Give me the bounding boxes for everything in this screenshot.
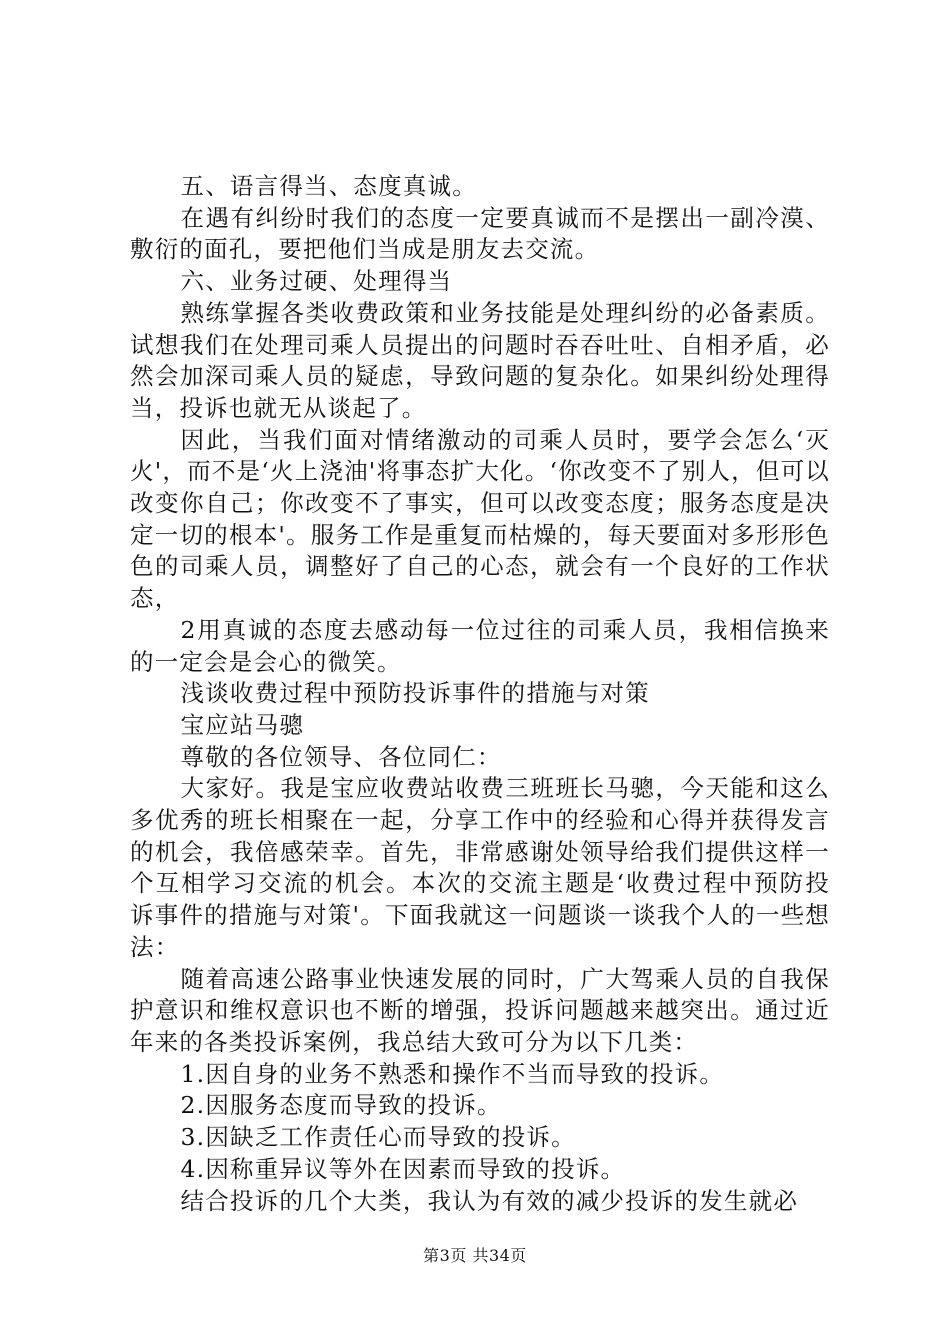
paragraph: 熟练掌握各类收费政策和业务技能是处理纠纷的必备素质。试想我们在处理司乘人员提出的问题时吞吞吐吐、自相矛盾，必然会加深司乘人员的疑虑，导致问题的复杂化。如果纠纷处理得当，投诉也就无从谈起了。	[130, 298, 830, 422]
paragraph-heading-5: 五、语言得当、态度真诚。	[180, 172, 477, 200]
paragraph: 2用真诚的态度去感动每一位过往的司乘人员，我相信换来的一定会是会心的微笑。	[130, 615, 830, 676]
page-number-label: 第3页 共34页	[423, 1246, 527, 1265]
list-item: 4.因称重异议等外在因素而导致的投诉。	[180, 1154, 626, 1183]
document-body	[130, 171, 830, 1217]
list-item: 1.因自身的业务不熟悉和操作不当而导致的投诉。	[180, 1059, 725, 1088]
page-footer	[0, 1243, 950, 1266]
list-item: 2.因服务态度而导致的投诉。	[180, 1091, 502, 1120]
article-author: 宝应站马骢	[180, 710, 305, 739]
paragraph: 因此，当我们面对情绪激动的司乘人员时，要学会怎么‘灭火'，而不是‘火上浇油'将事态扩大化。‘你改变不了别人，但可以改变你自己；你改变不了事实，但可以改变态度；服务态度是决定一切的根本'。服务工作是重复而枯燥的，每天要面对多形形色色的司乘人员，调整好了自己的心态，就会有一个良好的工作状态，	[130, 425, 830, 613]
paragraph-heading-6: 六、业务过硬、处理得当	[180, 267, 453, 296]
article-title: 浅谈收费过程中预防投诉事件的措施与对策	[180, 679, 650, 708]
paragraph: 随着高速公路事业快速发展的同时，广大驾乘人员的自我保护意识和维权意识也不断的增强，投诉问题越来越突出。通过近年来的各类投诉案例，我总结大致可分为以下几类：	[130, 964, 830, 1056]
salutation: 尊敬的各位领导、各位同仁：	[180, 742, 502, 771]
paragraph: 在遇有纠纷时我们的态度一定要真诚而不是摆出一副冷漠、敷衍的面孔，要把他们当成是朋友去交流。	[130, 203, 830, 264]
paragraph: 结合投诉的几个大类，我认为有效的减少投诉的发生就必	[180, 1186, 799, 1215]
list-item: 3.因缺乏工作责任心而导致的投诉。	[180, 1123, 576, 1152]
paragraph: 大家好。我是宝应收费站收费三班班长马骢，今天能和这么多优秀的班长相聚在一起，分享工作中的经验和心得并获得发言的机会，我倍感荣幸。首先，非常感谢处领导给我们提供这样一个互相学习交流的机会。本次的交流主题是‘收费过程中预防投诉事件的措施与对策'。下面我就这一问题谈一谈我个人的一些想法：	[130, 774, 830, 961]
